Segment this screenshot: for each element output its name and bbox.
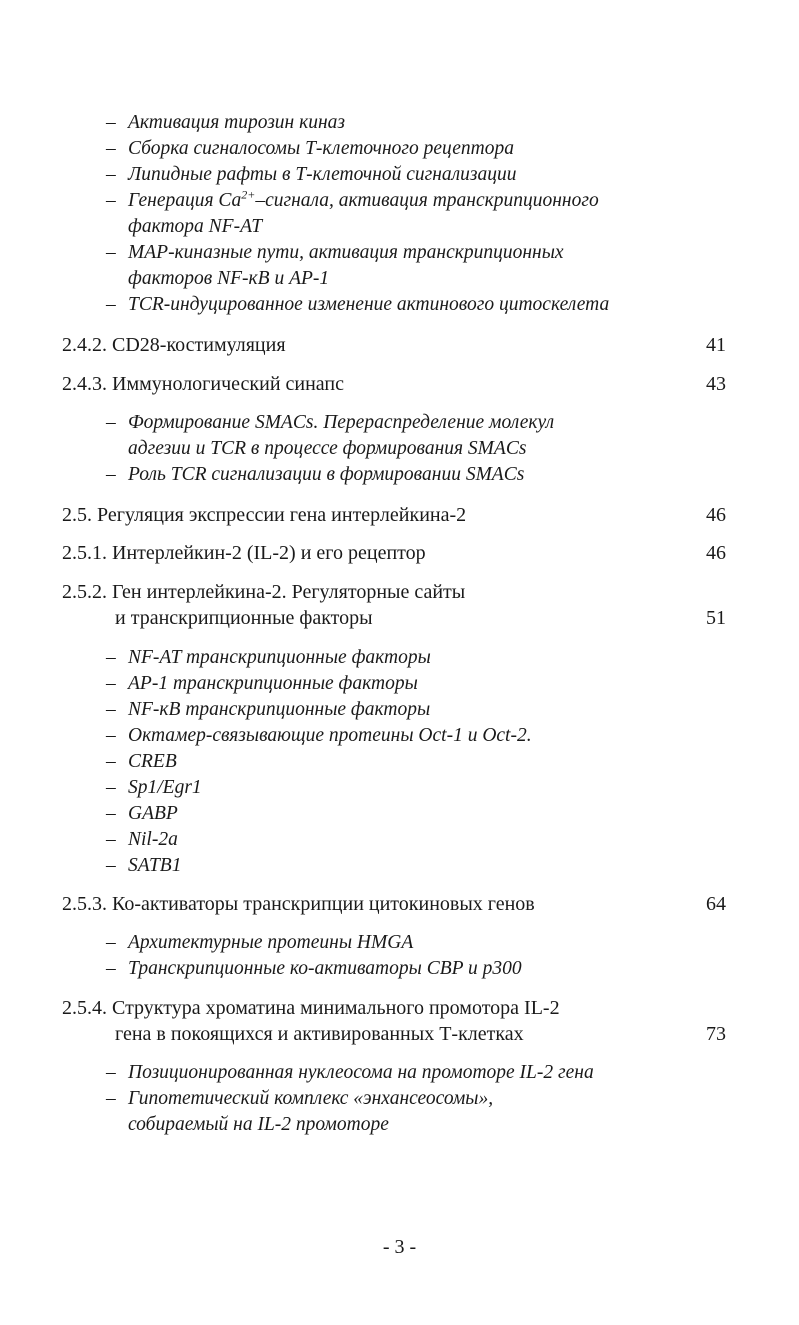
subitem-ca-signal: – Генерация $Ca^{2+}$–сигнала, активация транскрипционного фактора NF-AT — [106, 187, 599, 237]
toc-title-continued: гена в покоящихся и активированных Т-клетках — [115, 1023, 524, 1045]
subitem-lipid-rafts: – Липидные рафты в Т-клеточной сигнализации — [106, 162, 706, 188]
toc-entry-2-5-1 — [62, 540, 726, 566]
toc-page-number: 46 — [706, 542, 726, 564]
toc-page-number: 64 — [706, 893, 726, 915]
toc-entry-2-5 — [62, 502, 726, 528]
bullet-dash: – — [106, 294, 116, 315]
toc-entry-2-5-3 — [62, 891, 726, 917]
toc-title: 2.4.2. CD28-костимуляция — [62, 334, 286, 356]
toc-page-number: 73 — [706, 1023, 726, 1045]
page-number-footer: - 3 - — [382, 1236, 417, 1258]
subitem-nucleosome: – Позиционированная нуклеосома на промоторе IL-2 гена — [106, 1060, 706, 1086]
bullet-dash: – — [106, 164, 116, 185]
subitem-tcr-actin: – TCR-индуцированное изменение актинового цитоскелета — [106, 292, 706, 318]
toc-page-number: 46 — [706, 504, 726, 526]
subitem-nil2a: – Nil-2a — [106, 827, 706, 853]
bullet-dash: – — [106, 829, 116, 850]
subitem-tyrosine-kinase: – Активация тирозин киназ — [106, 110, 706, 136]
toc-title: 2.5. Регуляция экспрессии гена интерлейкина-2 — [62, 504, 467, 526]
bullet-dash: – — [106, 699, 116, 720]
bullet-dash: – — [106, 932, 116, 953]
bullet-dash: – — [106, 112, 116, 133]
toc-title: 2.5.1. Интерлейкин-2 (IL-2) и его рецептор — [62, 542, 426, 564]
subitem-smacs-formation: – Формирование SMACs. Перераспределение молекул адгезии и TCR в процессе формирования SMACs — [106, 412, 555, 459]
toc-title: 2.4.3. Иммунологический синапс — [62, 373, 344, 395]
bullet-dash: – — [106, 673, 116, 694]
subitem-hmga: – Архитектурные протеины HMGA — [106, 930, 706, 956]
bullet-dash: – — [106, 725, 116, 746]
toc-page-number: 51 — [706, 607, 726, 629]
toc-page-number: 41 — [706, 334, 726, 356]
bullet-dash: – — [106, 647, 116, 668]
toc-title: 2.5.2. Ген интерлейкина-2. Регуляторные сайты — [62, 581, 466, 603]
bullet-dash: – — [106, 1062, 116, 1083]
subitem-gabp: – GABP — [106, 801, 706, 827]
toc-title-continued: и транскрипционные факторы — [115, 607, 373, 629]
subitem-octamer: – Октамер-связывающие протеины Oct-1 и Oct-2. — [106, 723, 706, 749]
bullet-dash: – — [106, 751, 116, 772]
bullet-dash: – — [106, 412, 116, 433]
subitem-tcr-smacs: – Роль TCR сигнализации в формировании SMACs — [106, 462, 706, 488]
toc-title: 2.5.4. Структура хроматина минимального промотора IL-2 — [62, 997, 560, 1019]
subitem-nfat-factors: – NF-AT транскрипционные факторы — [106, 645, 706, 671]
subitem-satb1: – SATB1 — [106, 853, 706, 879]
subitem-map-kinase: – MAP-киназные пути, активация транскрипционных факторов NF-кB и AP-1 — [106, 242, 564, 289]
subitem-ap1-factors: – AP-1 транскрипционные факторы — [106, 671, 706, 697]
bullet-dash: – — [106, 1088, 116, 1109]
bullet-dash: – — [106, 190, 116, 211]
bullet-dash: – — [106, 777, 116, 798]
bullet-dash: – — [106, 138, 116, 159]
bullet-dash: – — [106, 464, 116, 485]
toc-title: 2.5.3. Ко-активаторы транскрипции цитокиновых генов — [62, 893, 535, 915]
subitem-cbp-p300: – Транскрипционные ко-активаторы CBP и p300 — [106, 956, 706, 982]
toc-entry-2-5-2 — [62, 579, 726, 631]
toc-entry-2-5-4 — [62, 995, 726, 1047]
subitem-nfkb-factors: – NF-кB транскрипционные факторы — [106, 697, 706, 723]
bullet-dash: – — [106, 855, 116, 876]
subitem-enhanceosome: – Гипотетический комплекс «энхансеосомы», собираемый на IL-2 промоторе — [106, 1088, 494, 1135]
toc-entry-2-4-2 — [62, 332, 726, 358]
toc-entry-2-4-3 — [62, 371, 726, 397]
subitem-signalosome: – Сборка сигналосомы Т-клеточного рецептора — [106, 136, 706, 162]
bullet-dash: – — [106, 803, 116, 824]
bullet-dash: – — [106, 958, 116, 979]
subitem-sp1-egr1: – Sp1/Egr1 — [106, 775, 706, 801]
subitem-creb: – CREB — [106, 749, 706, 775]
toc-page-number: 43 — [706, 373, 726, 395]
bullet-dash: – — [106, 242, 116, 263]
